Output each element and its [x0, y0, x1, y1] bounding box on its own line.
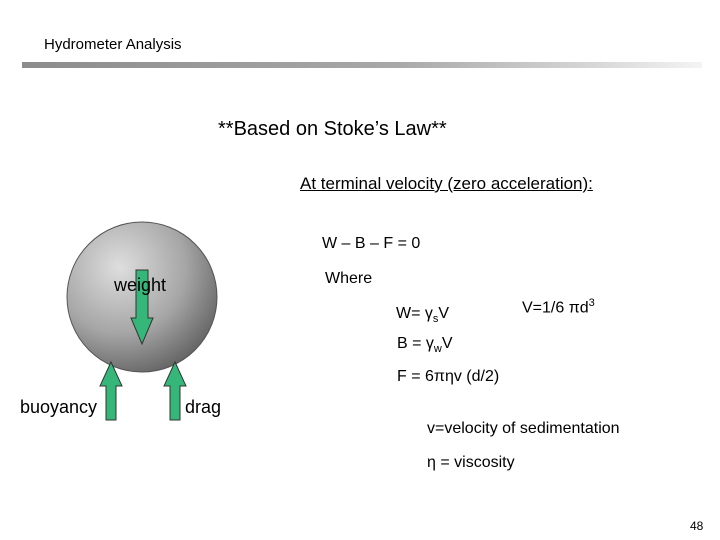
drag-eq-lhs: F = 6 — [397, 368, 434, 385]
cube-exponent: 3 — [588, 297, 595, 309]
drag-arrow — [164, 362, 186, 420]
buoyancy-label: buoyancy — [20, 397, 98, 417]
weight-label: weight — [114, 275, 167, 295]
buoyancy-arrow — [100, 362, 122, 420]
velocity-definition: v=velocity of sedimentation — [427, 420, 620, 437]
where-label: Where — [325, 270, 373, 287]
buoyancy-eq-rest: V — [441, 335, 453, 352]
gamma-symbol: γ — [424, 305, 433, 322]
force-balance-equation: W – B – F = 0 — [322, 235, 421, 252]
drag-eq-rest: v (d/2) — [453, 368, 500, 385]
eta-symbol: η — [444, 368, 454, 385]
volume-equation — [522, 297, 595, 317]
solids-subscript: s — [432, 313, 439, 326]
eta-symbol: η — [427, 454, 436, 471]
water-subscript: w — [433, 343, 442, 356]
buoyancy-eq-lhs: B = — [397, 335, 426, 352]
weight-equation — [396, 305, 449, 325]
slide-subtitle: **Based on Stoke’s Law** — [218, 118, 447, 140]
volume-eq-lhs: V=1/6 — [522, 299, 569, 317]
pi-symbol: π — [568, 299, 580, 317]
diameter-symbol: d — [579, 299, 589, 317]
drag-label: drag — [185, 397, 222, 417]
header-title: Hydrometer Analysis — [44, 36, 182, 53]
viscosity-definition — [427, 454, 515, 472]
terminal-velocity-heading: At terminal velocity (zero acceleration): — [300, 174, 593, 193]
pi-symbol: π — [433, 368, 445, 385]
viscosity-text: = viscosity — [435, 454, 515, 471]
page-number: 48 — [690, 519, 704, 533]
buoyancy-equation — [397, 335, 453, 355]
gamma-symbol: γ — [425, 335, 434, 352]
weight-eq-lhs: W= — [396, 305, 425, 322]
drag-equation — [397, 368, 499, 386]
weight-eq-rest: V — [438, 305, 450, 322]
